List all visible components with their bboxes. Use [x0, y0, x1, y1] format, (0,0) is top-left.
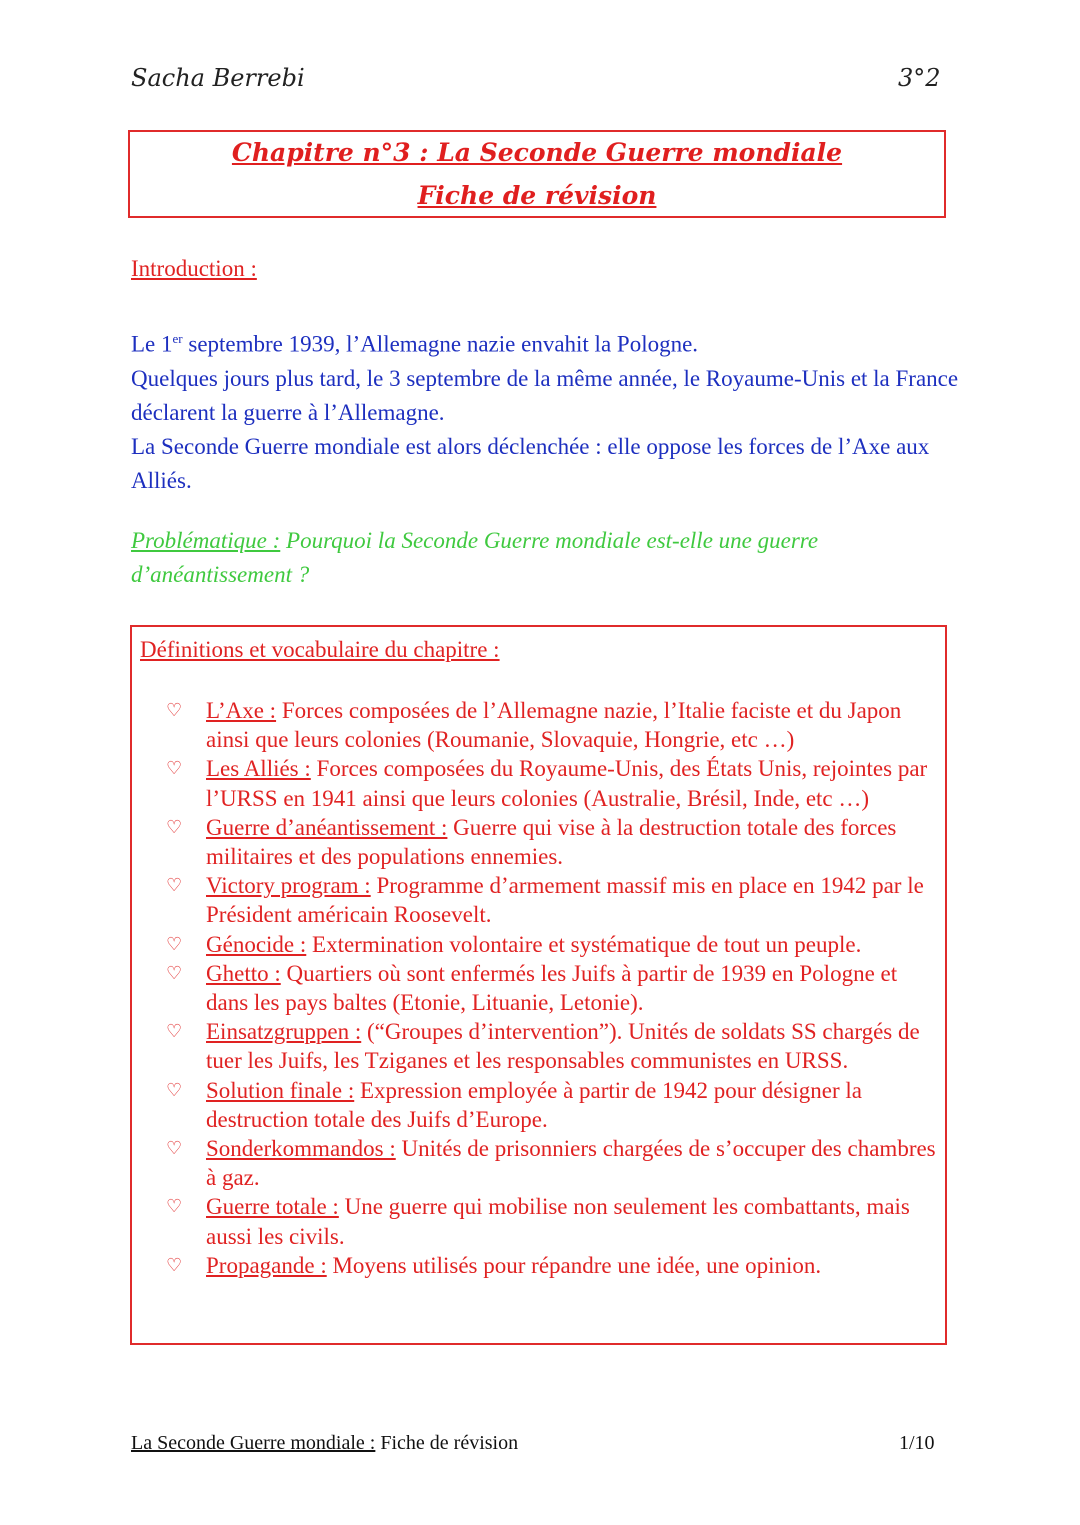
definition-item — [166, 871, 941, 929]
definition-text: Moyens utilisés pour répandre une idée, une opinion. — [326, 1252, 822, 1278]
definition-item — [166, 754, 941, 812]
introduction-text — [131, 322, 971, 498]
definition-term: Solution finale : — [206, 1077, 355, 1103]
definition-text: Une guerre qui mobilise non seulement les combattants, mais aussi les civils. — [206, 1194, 910, 1249]
footer-title-rest: Fiche de révision — [375, 1432, 519, 1454]
introduction-heading: Introduction : — [131, 256, 257, 281]
definition-term: L’Axe : — [206, 698, 277, 723]
heart-outline-icon: ♡ — [166, 933, 183, 955]
definition-term: Ghetto : — [206, 960, 281, 986]
heart-outline-icon: ♡ — [166, 700, 183, 721]
heart-outline-icon: ♡ — [166, 1254, 183, 1276]
intro-p1-superscript: er — [172, 331, 183, 346]
definition-text: Expression employée à partir de 1942 pour désigner la destruction totale des Juifs d’Europe. — [206, 1077, 862, 1132]
heart-outline-icon: ♡ — [166, 1021, 183, 1043]
definition-term: Guerre d’anéantissement : — [206, 814, 448, 840]
definition-item — [166, 930, 941, 959]
definition-term: Victory program : — [206, 873, 371, 899]
author-name: Sacha Berrebi — [131, 64, 305, 92]
definition-item — [166, 1251, 941, 1280]
definition-item — [166, 813, 941, 871]
definition-text: (“Groupes d’intervention”). Unités de soldats SS chargés de tuer les Juifs, les Tziganes et les responsables communistes en URSS. — [206, 1019, 920, 1074]
intro-paragraph-2: Quelques jours plus tard, le 3 septembre de la même année, le Royaume-Unis et la France déclarent la guerre à l’Allemagne. — [131, 365, 959, 425]
definition-text: Unités de prisonniers chargées de s’occuper des chambres à gaz. — [206, 1136, 936, 1191]
definition-text: Quartiers où sont enfermés les Juifs à partir de 1939 en Pologne et dans les pays baltes (Etonie, Lituanie, Letonie). — [206, 960, 898, 1016]
problematique-text: Pourquoi la Seconde Guerre mondiale est-elle une guerre d’anéantissement ? — [131, 528, 819, 587]
definition-text: Extermination volontaire et systématique de tout un peuple. — [306, 931, 862, 957]
title-box — [128, 130, 946, 218]
problematique — [131, 524, 931, 592]
definition-item — [166, 1076, 941, 1134]
intro-paragraph-3: La Seconde Guerre mondiale est alors déclenchée : elle oppose les forces de l’Axe aux Alliés. — [131, 433, 930, 493]
definition-text: Forces composées de l’Allemagne nazie, l’Italie faciste et du Japon ainsi que leurs colonies (Roumanie, Slovaquie, Hongrie, etc …) — [206, 698, 902, 753]
intro-paragraph-1 — [131, 322, 971, 362]
heart-outline-icon: ♡ — [166, 816, 183, 838]
heart-outline-icon: ♡ — [166, 875, 183, 897]
definitions-heading: Définitions et vocabulaire du chapitre : — [140, 637, 500, 662]
heart-outline-icon: ♡ — [166, 758, 183, 780]
sheet-subtitle: Fiche de révision — [417, 181, 657, 210]
definition-term: Einsatzgruppen : — [206, 1019, 362, 1045]
definition-term: Sonderkommandos : — [206, 1136, 396, 1162]
definition-text: Guerre qui vise à la destruction totale des forces militaires et des populations ennemies. — [206, 814, 897, 870]
definitions-list — [166, 696, 941, 1280]
footer-title — [131, 1432, 518, 1455]
definition-item — [166, 1134, 941, 1192]
problematique-label: Problématique : — [131, 528, 281, 553]
definition-term: Génocide : — [206, 931, 307, 957]
class-label: 3°2 — [898, 64, 941, 92]
definition-term: Propagande : — [206, 1252, 327, 1278]
definition-item — [166, 1017, 941, 1075]
definition-text: Programme d’armement massif mis en place en 1942 par le Président américain Roosevelt. — [206, 873, 924, 928]
definition-text: Forces composées du Royaume-Unis, des États Unis, rejointes par l’URSS en 1941 ainsi que leurs colonies (Australie, Brésil, Inde, etc …) — [206, 756, 928, 811]
heart-outline-icon: ♡ — [166, 1196, 183, 1218]
definition-item — [166, 959, 941, 1017]
definition-item — [166, 696, 941, 754]
footer-title-underlined: La Seconde Guerre mondiale : — [131, 1432, 376, 1454]
heart-outline-icon: ♡ — [166, 962, 183, 984]
definition-term: Guerre totale : — [206, 1194, 339, 1220]
definition-item — [166, 1192, 941, 1250]
definition-term: Les Alliés : — [206, 756, 311, 782]
heart-outline-icon: ♡ — [166, 1138, 183, 1160]
page-number: 1/10 — [899, 1432, 935, 1454]
chapter-title: Chapitre n°3 : La Seconde Guerre mondiale — [231, 138, 843, 167]
intro-p1-rest: septembre 1939, l’Allemagne nazie envahit la Pologne. — [182, 331, 699, 357]
intro-p1-prefix: Le 1 — [131, 331, 173, 357]
heart-outline-icon: ♡ — [166, 1079, 183, 1101]
